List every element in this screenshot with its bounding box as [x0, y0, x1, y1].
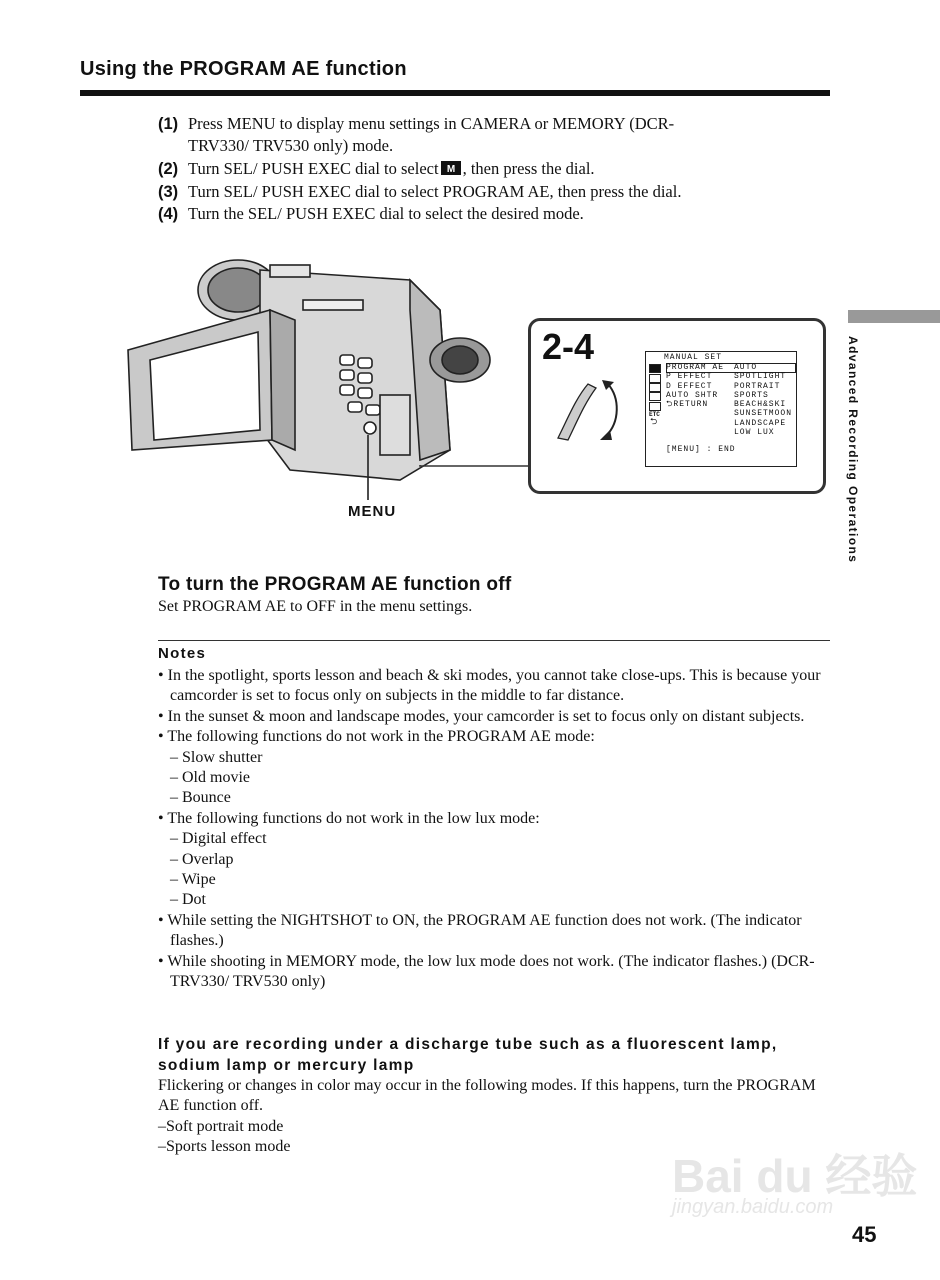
- page-title: Using the PROGRAM AE function: [80, 58, 407, 80]
- side-tab-bar: [848, 310, 940, 323]
- return-arrow-icon: ⮌: [650, 417, 658, 427]
- step-text: Turn the SEL/ PUSH EXEC dial to select the desired mode.: [188, 204, 584, 223]
- return-arrow-icon: ⮌: [666, 400, 674, 410]
- note-subitem: – Dot: [170, 891, 206, 909]
- side-tab-label: Advanced Recording Operations: [846, 336, 860, 564]
- step-text: Press MENU to display menu settings in CAMERA or MEMORY (DCR-: [188, 114, 675, 133]
- manual-icon: [649, 364, 661, 373]
- menu-option: SUNSETMOON: [734, 409, 793, 419]
- dial-rotate-icon: [548, 378, 628, 442]
- notes-rule: [158, 640, 830, 641]
- menu-option: BEACH&SKI: [734, 400, 787, 410]
- step-number: (3): [158, 183, 179, 201]
- menu-item: ⮌RETURN: [666, 400, 709, 410]
- note-bullet: • The following functions do not work in the low lux mode:: [158, 809, 540, 827]
- menu-option: SPORTS: [734, 390, 769, 400]
- note-subitem: – Slow shutter: [170, 748, 263, 766]
- section-text: Set PROGRAM AE to OFF in the menu settings.: [158, 598, 473, 615]
- menu-left-column: [666, 363, 724, 409]
- section-title: To turn the PROGRAM AE function off: [158, 574, 512, 595]
- camera-icon: [649, 374, 661, 383]
- step-number: (2): [158, 160, 179, 178]
- note-subitem: – Digital effect: [170, 830, 267, 848]
- svg-text:M: M: [446, 164, 455, 175]
- note-subitem: – Bounce: [170, 789, 231, 807]
- notes-title: Notes: [158, 645, 207, 662]
- tape-icon: [649, 392, 661, 401]
- menu-item: D EFFECT: [666, 381, 713, 391]
- step-4: [158, 203, 798, 225]
- step-text: Turn SEL/ PUSH EXEC dial to select PROGRAM AE, then press the dial.: [188, 182, 682, 201]
- menu-option: PORTRAIT: [734, 381, 781, 391]
- menu-item: P EFFECT: [666, 372, 713, 382]
- step-text-cont: TRV330/ TRV530 only) mode.: [188, 136, 394, 155]
- note-bullet: • The following functions do not work in the PROGRAM AE mode:: [158, 728, 595, 746]
- step-1: [158, 113, 798, 157]
- menu-button-label: MENU: [348, 503, 397, 520]
- step-number: (4): [158, 205, 179, 223]
- note-bullet: • In the sunset & moon and landscape modes, your camcorder is set to focus only on distant subjects.: [158, 707, 805, 725]
- flicker-item: –Soft portrait mode: [158, 1117, 284, 1135]
- watermark-logo: Bai du 经验: [672, 1150, 918, 1202]
- note-bullet: • In the spotlight, sports lesson and beach & ski modes, you cannot take close-ups. This is because your camcorder is set to focus only on subjects in the middle to far distance.: [158, 667, 821, 705]
- step-label: 2-4: [542, 326, 595, 367]
- menu-option: AUTO: [734, 363, 758, 372]
- camera-icon: [649, 383, 661, 392]
- menu-option: LOW LUX: [734, 428, 775, 438]
- title-rule: [80, 90, 830, 96]
- note-subitem: – Old movie: [170, 769, 250, 787]
- menu-option: SPOTLIGHT: [734, 372, 787, 382]
- note-bullet: • While setting the NIGHTSHOT to ON, the PROGRAM AE function does not work. (The indicator flashes.): [158, 911, 802, 950]
- etc-icon: ETC: [649, 411, 660, 418]
- step-number: (1): [158, 115, 179, 133]
- step-text: Turn SEL/ PUSH EXEC dial to select: [188, 159, 439, 178]
- note-bullet: • While shooting in MEMORY mode, the low lux mode does not work. (The indicator flashes.) (DCR-TRV330/ TRV530 only): [158, 952, 815, 991]
- menu-screen-header: MANUAL SET: [664, 353, 723, 362]
- note-subitem: – Overlap: [170, 850, 234, 868]
- note-subitem: – Wipe: [170, 871, 216, 889]
- flicker-heading: If you are recording under a discharge tube such as a fluorescent lamp, sodium lamp or mercury lamp: [158, 1036, 778, 1074]
- step-2: [158, 158, 798, 180]
- notes-list: [158, 666, 838, 993]
- menu-right-column: [734, 363, 792, 437]
- manual-icon: [440, 160, 462, 176]
- flicker-item: –Sports lesson mode: [158, 1138, 291, 1156]
- page-number: 45: [852, 1222, 877, 1247]
- step-3: [158, 181, 798, 203]
- flicker-text: Flickering or changes in color may occur in the following modes. If this happens, turn the PROGRAM AE function off.: [158, 1077, 816, 1115]
- menu-screen: [645, 351, 797, 467]
- menu-option: LANDSCAPE: [734, 418, 787, 428]
- menu-screen-footer: [MENU] : END: [666, 445, 736, 454]
- step-text-after: , then press the dial.: [462, 159, 595, 178]
- menu-item: PROGRAM AE: [666, 363, 725, 372]
- camcorder-illustration: [120, 250, 540, 510]
- menu-item: AUTO SHTR: [666, 390, 719, 400]
- watermark-url: jingyan.baidu.com: [672, 1196, 834, 1218]
